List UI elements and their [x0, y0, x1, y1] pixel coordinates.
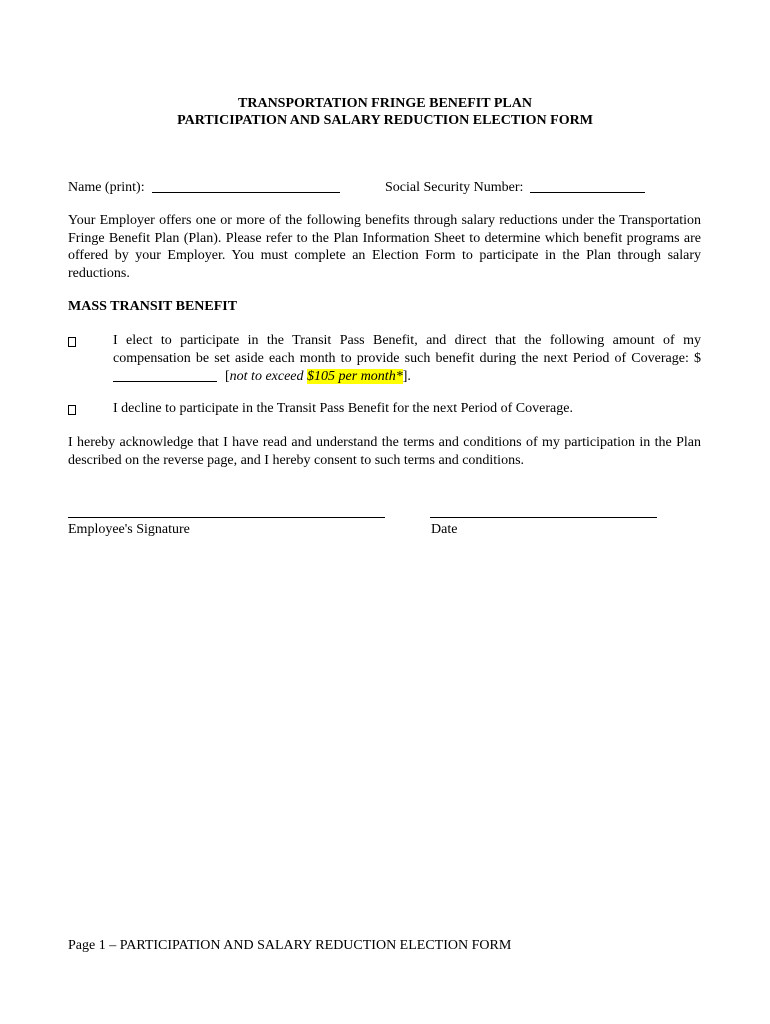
form-title-line-1: TRANSPORTATION FRINGE BENEFIT PLAN [238, 96, 532, 111]
amount-input[interactable] [113, 367, 217, 382]
limit-close-bracket: ]. [402, 369, 411, 385]
form-title-line-2: PARTICIPATION AND SALARY REDUCTION ELECTION FORM [177, 113, 593, 128]
elect-checkbox[interactable] [68, 337, 76, 347]
date-label: Date [431, 522, 458, 537]
name-label: Name (print): [68, 180, 145, 195]
limit-open-bracket: [ [225, 369, 230, 385]
page-footer: Page 1 – PARTICIPATION AND SALARY REDUCTION ELECTION FORM [68, 938, 512, 953]
date-signature-line[interactable] [430, 517, 657, 518]
ssn-input[interactable] [530, 178, 645, 193]
ssn-field-row [385, 178, 645, 197]
decline-option-text: I decline to participate in the Transit Pass Benefit for the next Period of Coverage. [113, 401, 573, 416]
employee-signature-label: Employee's Signature [68, 522, 190, 537]
name-field-row [68, 178, 340, 197]
employee-signature-line[interactable] [68, 517, 385, 518]
elect-option-text [113, 332, 701, 386]
limit-amount-highlight: $105 per month* [307, 369, 403, 385]
acknowledgement-paragraph: I hereby acknowledge that I have read and understand the terms and conditions of my participation in the Plan described on the reverse page, and I hereby consent to such terms and conditions. [68, 435, 701, 468]
intro-paragraph: Your Employer offers one or more of the following benefits through salary reductions under the Transportation Fringe Benefit Plan (Plan). Please refer to the Plan Information Sheet to determine which benefit programs are offered by your Employer. You must complete an Election Form to participate in the Plan through salary reductions. [68, 213, 701, 282]
mass-transit-heading: MASS TRANSIT BENEFIT [68, 299, 238, 314]
ssn-label: Social Security Number: [385, 180, 524, 195]
name-input[interactable] [152, 178, 340, 193]
decline-checkbox[interactable] [68, 405, 76, 415]
elect-option-label: I elect to participate in the Transit Pass Benefit, and direct that the following amount of my compensation be set aside each month to provide such benefit during the next Period of Coverage: $ [113, 333, 701, 366]
limit-prefix: not to exceed [229, 369, 308, 385]
